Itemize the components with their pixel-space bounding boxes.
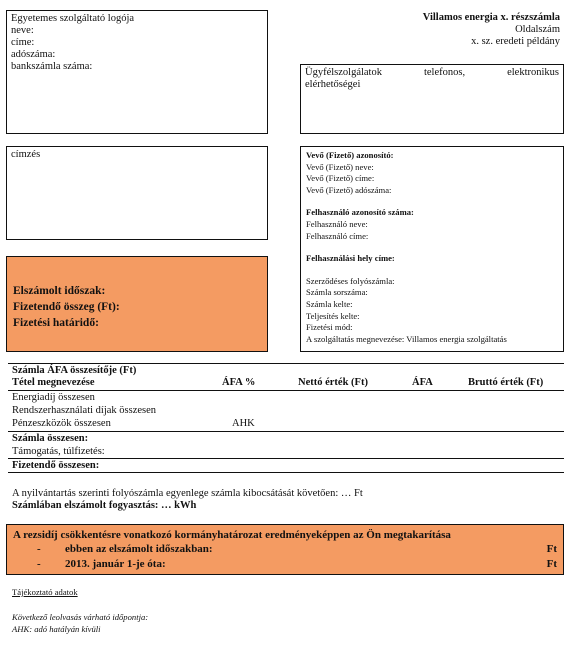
- savings-row-period-dash: -: [37, 543, 41, 556]
- balance-note: A nyilvántartás szerinti folyószámla egyenlege számla kibocsátását követően: … Ft: [12, 488, 363, 499]
- savings-box: [6, 524, 564, 575]
- summary-box: [6, 256, 268, 352]
- savings-title: A rezsidíj csökkentésre vonatkozó kormányhatározat eredményeképpen az Ön megtakarítása: [13, 529, 451, 541]
- savings-row-period: [13, 542, 557, 556]
- next-reading-note: Következő leolvasás várható időpontja:: [12, 612, 149, 622]
- customer-service-box: [300, 64, 564, 134]
- payment-method-label: Fizetési mód:: [306, 322, 353, 333]
- customer-service-word2: telefonos,: [423, 67, 466, 78]
- copy-number-label: x. sz. eredeti példány: [471, 36, 560, 48]
- consumption-note: Számlában elszámolt fogyasztás: … kWh: [12, 500, 197, 511]
- savings-row-since-2013-unit: Ft: [546, 557, 557, 570]
- col-net-header: Nettó érték (Ft): [298, 377, 368, 388]
- customer-service-word3: elektronikus: [507, 67, 559, 78]
- col-vat-header: ÁFA: [412, 377, 433, 388]
- vat-rows-rule: [8, 431, 564, 432]
- consumer-name-label: Felhasználó neve:: [306, 218, 368, 229]
- support-label: Támogatás, túlfizetés:: [12, 446, 105, 457]
- provider-bank-label: bankszámla száma:: [11, 61, 93, 73]
- ahk-note: AHK: adó hatályán kívüli: [12, 624, 101, 634]
- address-box: [6, 146, 268, 240]
- consumer-address-label: Felhasználó címe:: [306, 230, 369, 241]
- customer-service-word1: Ügyfélszolgálatok: [305, 67, 382, 78]
- buyer-box: [300, 146, 564, 352]
- page-number-label: Oldalszám: [515, 24, 560, 36]
- provider-address-label: címe:: [11, 37, 35, 49]
- savings-row-since-2013: [13, 557, 557, 571]
- provider-tax-label: adószáma:: [11, 49, 56, 61]
- invoice-total-label: Számla összesen:: [12, 433, 89, 444]
- energy-fee-row: Energiadíj összesen: [12, 392, 95, 403]
- vat-table-top-rule: [8, 363, 564, 364]
- provider-logo-label: Egyetemes szolgáltató logója: [11, 13, 135, 24]
- funds-row: Pénzeszközök összesen: [12, 418, 111, 429]
- payable-total-label: Fizetendő összesen:: [12, 460, 100, 471]
- buyer-name-label: Vevő (Fizető) neve:: [306, 161, 374, 172]
- fulfillment-date-label: Teljesítés kelte:: [306, 310, 360, 321]
- invoice-header: [423, 12, 560, 48]
- col-vat-pct-header: ÁFA %: [222, 377, 256, 388]
- vat-bottom-rule: [8, 472, 564, 473]
- service-name-label: A szolgáltatás megnevezése: Villamos energia szolgáltatás: [306, 333, 507, 344]
- col-gross-header: Bruttó érték (Ft): [468, 377, 544, 388]
- system-fee-row: Rendszerhasználati díjak összesen: [12, 405, 157, 416]
- contract-account-label: Szerződéses folyószámla:: [306, 275, 395, 286]
- vat-table-title: Számla ÁFA összesítője (Ft): [12, 365, 137, 376]
- savings-row-since-2013-dash: -: [37, 557, 41, 570]
- buyer-address-label: Vevő (Fizető) címe:: [306, 173, 375, 184]
- invoice-title: Villamos energia x. részszámla: [422, 12, 560, 23]
- address-label: címzés: [11, 149, 41, 160]
- col-item-header: Tétel megnevezése: [12, 377, 95, 388]
- vat-header-rule: [8, 390, 564, 391]
- site-address-label: Felhasználási hely címe:: [306, 253, 395, 264]
- invoice-date-label: Számla kelte:: [306, 298, 353, 309]
- customer-service-line2: elérhetőségei: [305, 79, 361, 91]
- buyer-id-label: Vevő (Fizető) azonosító:: [306, 150, 394, 160]
- info-heading: Tájékoztató adatok: [12, 587, 78, 597]
- vat-total-rule: [8, 458, 564, 459]
- provider-name-label: neve:: [11, 25, 34, 37]
- savings-row-period-label: ebben az elszámolt időszakban:: [65, 543, 213, 556]
- consumer-id-label: Felhasználó azonosító száma:: [306, 207, 414, 218]
- provider-box: [6, 10, 268, 134]
- savings-row-period-unit: Ft: [546, 543, 557, 556]
- payment-deadline-label: Fizetési határidő:: [13, 317, 99, 330]
- funds-row-vat-pct: AHK: [232, 418, 255, 429]
- amount-due-label: Fizetendő összeg (Ft):: [13, 301, 120, 314]
- savings-row-since-2013-label: 2013. január 1-je óta:: [65, 557, 166, 570]
- billing-period-label: Elszámolt időszak:: [13, 285, 106, 297]
- invoice-number-label: Számla sorszáma:: [306, 287, 368, 298]
- buyer-tax-label: Vevő (Fizető) adószáma:: [306, 184, 392, 195]
